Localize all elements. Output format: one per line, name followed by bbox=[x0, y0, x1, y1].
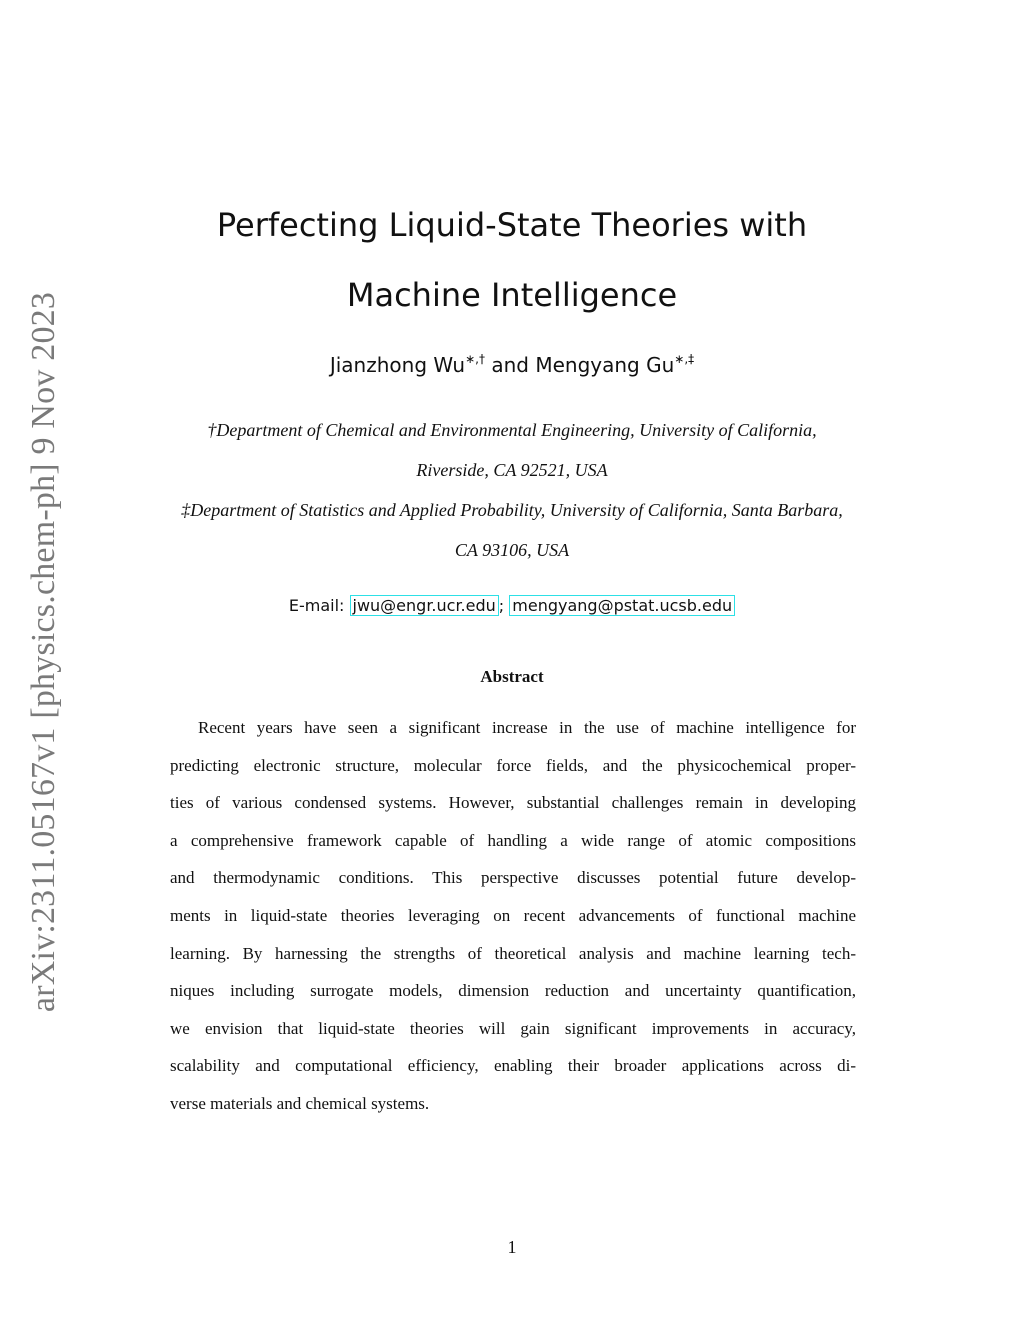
contact-email bbox=[0, 596, 1024, 615]
abstract-line: a comprehensive framework capable of handling a wide range of atomic compositions bbox=[170, 830, 856, 850]
affiliation-line: Riverside, CA 92521, USA bbox=[416, 460, 608, 480]
abstract-line: ties of various condensed systems. However, substantial challenges remain in developing bbox=[170, 793, 856, 813]
affiliation-line: CA 93106, USA bbox=[454, 540, 570, 560]
abstract-line: niques including surrogate models, dimension reduction and uncertainty quantification, bbox=[170, 981, 856, 1001]
email-label: E-mail: bbox=[288, 596, 345, 615]
email-separator: ; bbox=[498, 596, 505, 615]
abstract-line: verse materials and chemical systems. bbox=[170, 1093, 430, 1113]
paper-title bbox=[0, 190, 1024, 330]
title-line-1: Perfecting Liquid-State Theories with bbox=[216, 206, 808, 244]
email-link[interactable]: jwu@engr.ucr.edu bbox=[350, 595, 499, 616]
author-name: Jianzhong Wu bbox=[329, 353, 466, 377]
affiliation bbox=[0, 490, 1024, 570]
author-list bbox=[0, 352, 1024, 377]
author-connector: and bbox=[491, 353, 529, 377]
affiliation bbox=[0, 410, 1024, 490]
abstract-line: Recent years have seen a significant increase in the use of machine intelligence for bbox=[198, 718, 856, 737]
affiliation-line: †Department of Chemical and Environmental Engineering, University of California, bbox=[207, 420, 817, 440]
title-line-2: Machine Intelligence bbox=[346, 276, 678, 314]
page-number: 1 bbox=[507, 1237, 517, 1257]
abstract-line: learning. By harnessing the strengths of theoretical analysis and machine learning tech- bbox=[170, 943, 856, 963]
email-link[interactable]: mengyang@pstat.ucsb.edu bbox=[509, 595, 735, 616]
author-name: Mengyang Gu bbox=[535, 353, 675, 377]
abstract-line: and thermodynamic conditions. This perspective discusses potential future develop- bbox=[170, 868, 856, 888]
abstract-line: scalability and computational efficiency, enabling their broader applications across di- bbox=[170, 1056, 856, 1076]
arxiv-identifier-stamp: arXiv:2311.05167v1 [physics.chem-ph] 9 Nov 2023 bbox=[25, 291, 62, 1013]
author-affiliation-marks: ∗,‡ bbox=[674, 352, 695, 366]
abstract-line: we envision that liquid-state theories will gain significant improvements in accuracy, bbox=[170, 1018, 856, 1038]
author-affiliation-marks: ∗,† bbox=[465, 352, 485, 366]
affiliation-line: ‡Department of Statistics and Applied Probability, University of California, Santa Barbara, bbox=[181, 500, 843, 520]
abstract-heading: Abstract bbox=[480, 667, 544, 686]
abstract-text bbox=[170, 709, 856, 1123]
abstract-line: ments in liquid-state theories leveraging on recent advancements of functional machine bbox=[170, 905, 856, 925]
abstract-line: predicting electronic structure, molecular force fields, and the physicochemical proper- bbox=[170, 755, 856, 775]
